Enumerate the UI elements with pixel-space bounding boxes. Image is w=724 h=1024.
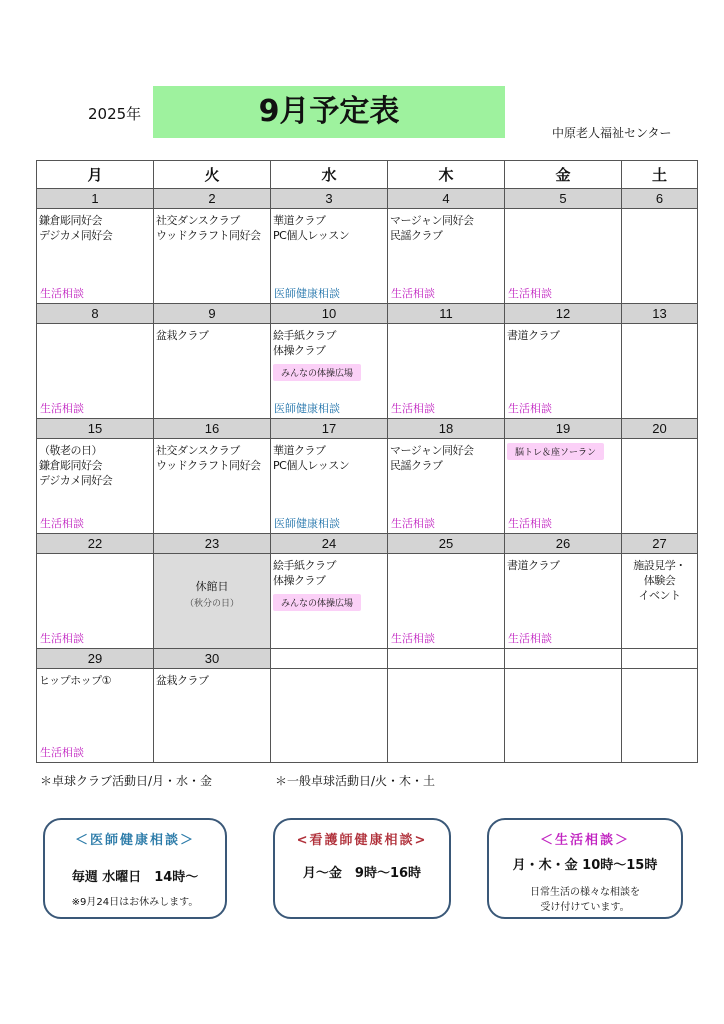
- activity-label: ウッドクラフト同好会: [156, 459, 261, 472]
- activity-label: 絵手紙クラブ: [273, 329, 336, 342]
- day-cell: [622, 669, 698, 763]
- day-content: [154, 209, 270, 303]
- life-consult-label: 生活相談: [40, 632, 84, 645]
- day-cell: [388, 669, 505, 763]
- closed-day: [154, 554, 270, 648]
- activity-label: デジカメ同好会: [39, 474, 113, 487]
- date-cell: 17: [271, 419, 388, 439]
- date-cell: [271, 649, 388, 669]
- activity-label: PC個人レッスン: [273, 459, 350, 472]
- weekday-header: 金: [505, 161, 622, 189]
- event-badge: みんなの体操広場: [273, 594, 361, 611]
- date-cell: 4: [388, 189, 505, 209]
- table-tennis-club-note: ＊卓球クラブ活動日/月・水・金: [40, 774, 213, 788]
- day-cell: [271, 669, 388, 763]
- date-cell: 22: [37, 534, 154, 554]
- day-content: [37, 209, 153, 303]
- date-cell: [505, 649, 622, 669]
- activity-label: 鎌倉彫同好会: [39, 214, 102, 227]
- day-content: [622, 669, 697, 762]
- life-consult-label: 生活相談: [40, 287, 84, 300]
- day-content: [271, 669, 387, 762]
- day-cell: [388, 439, 505, 534]
- event-badge: 脳トレ＆座ソーラン: [507, 443, 604, 460]
- activity-label: マージャン同好会: [390, 214, 474, 227]
- day-cell: [505, 669, 622, 763]
- date-cell: 20: [622, 419, 698, 439]
- date-cell: 6: [622, 189, 698, 209]
- day-content: [154, 669, 270, 762]
- doctor-consult-label: 医師健康相談: [274, 517, 340, 530]
- life-consult-label: 生活相談: [391, 402, 435, 415]
- activity-label: 社交ダンスクラブ: [156, 214, 240, 227]
- activity-label: 絵手紙クラブ: [273, 559, 336, 572]
- day-cell: [622, 439, 698, 534]
- activity-label: ヒップホップ①: [39, 674, 112, 687]
- year-label: 2025年: [88, 105, 142, 123]
- doctor-consult-title: ＜医師健康相談＞: [74, 833, 195, 848]
- date-cell: 27: [622, 534, 698, 554]
- day-content: [271, 324, 387, 418]
- weekday-header: 火: [154, 161, 271, 189]
- day-cell: [271, 209, 388, 304]
- date-cell: 23: [154, 534, 271, 554]
- day-cell: [154, 669, 271, 763]
- day-content: [505, 324, 621, 418]
- day-content: [271, 209, 387, 303]
- closed-label: 休館日: [195, 580, 229, 593]
- day-content: [622, 439, 697, 533]
- date-row: [37, 189, 698, 209]
- life-consult-label: 生活相談: [508, 517, 552, 530]
- life-consult-label: 生活相談: [391, 517, 435, 530]
- date-row: [37, 534, 698, 554]
- weekday-header-row: [37, 161, 698, 189]
- weekday-header: 木: [388, 161, 505, 189]
- date-cell: 2: [154, 189, 271, 209]
- date-cell: 13: [622, 304, 698, 324]
- activity-label: PC個人レッスン: [273, 229, 350, 242]
- day-content: [622, 324, 697, 418]
- day-cell: [622, 554, 698, 649]
- day-cell: [37, 669, 154, 763]
- event-badge: みんなの体操広場: [273, 364, 361, 381]
- date-row: [37, 304, 698, 324]
- day-content: [37, 554, 153, 648]
- day-content: [154, 324, 270, 418]
- activity-row: [37, 439, 698, 534]
- day-content: [622, 554, 697, 648]
- life-consult-label: 生活相談: [40, 746, 84, 759]
- activity-label: 華道クラブ: [273, 214, 326, 227]
- event-label: 施設見学・: [633, 559, 686, 572]
- day-content: [505, 439, 621, 533]
- date-cell: 30: [154, 649, 271, 669]
- event-label: 体験会: [643, 574, 676, 587]
- date-cell: 26: [505, 534, 622, 554]
- day-cell: [388, 324, 505, 419]
- day-content: [388, 554, 504, 648]
- nurse-consult-schedule: 月～金 9時～16時: [302, 866, 422, 881]
- day-cell: [37, 554, 154, 649]
- doctor-consult-box: [43, 818, 227, 919]
- day-cell: [388, 209, 505, 304]
- life-consult-label: 生活相談: [40, 402, 84, 415]
- day-content: [388, 324, 504, 418]
- doctor-consult-note: ※9月24日はお休みします。: [71, 897, 199, 908]
- nurse-consult-box: [273, 818, 451, 919]
- day-cell: [154, 439, 271, 534]
- date-row: [37, 649, 698, 669]
- date-cell: 10: [271, 304, 388, 324]
- date-cell: 24: [271, 534, 388, 554]
- activity-label: 民謡クラブ: [390, 459, 443, 472]
- day-content: [622, 209, 697, 303]
- day-content: [271, 554, 387, 648]
- date-cell: 5: [505, 189, 622, 209]
- activity-row: [37, 669, 698, 763]
- activity-label: ウッドクラフト同好会: [156, 229, 261, 242]
- day-cell: [622, 209, 698, 304]
- activity-row: [37, 209, 698, 304]
- day-content: [37, 669, 153, 762]
- day-cell: [505, 324, 622, 419]
- life-consult-label: 生活相談: [508, 287, 552, 300]
- weekday-header: 水: [271, 161, 388, 189]
- date-cell: 29: [37, 649, 154, 669]
- day-cell: [154, 209, 271, 304]
- day-cell: [37, 439, 154, 534]
- nurse-consult-title: <看護師健康相談>: [296, 833, 428, 848]
- day-content: [388, 669, 504, 762]
- date-cell: 15: [37, 419, 154, 439]
- day-cell: [154, 324, 271, 419]
- day-cell: [622, 324, 698, 419]
- activity-label: 社交ダンスクラブ: [156, 444, 240, 457]
- day-content: [388, 209, 504, 303]
- day-content: [505, 554, 621, 648]
- day-content: [37, 324, 153, 418]
- date-cell: 19: [505, 419, 622, 439]
- center-name: 中原老人福祉センター: [552, 126, 672, 140]
- activity-label: 民謡クラブ: [390, 229, 443, 242]
- day-cell: [505, 209, 622, 304]
- schedule-calendar: [36, 160, 698, 763]
- date-cell: 16: [154, 419, 271, 439]
- day-cell: [271, 554, 388, 649]
- date-cell: 25: [388, 534, 505, 554]
- date-cell: [622, 649, 698, 669]
- activity-label: 書道クラブ: [507, 559, 560, 572]
- activity-label: デジカメ同好会: [39, 229, 113, 242]
- life-consult-label: 生活相談: [40, 517, 84, 530]
- event-label: イベント: [638, 589, 681, 602]
- activity-label: （敬老の日）: [39, 444, 102, 457]
- date-cell: 9: [154, 304, 271, 324]
- activity-label: 体操クラブ: [273, 344, 326, 357]
- life-consult-label: 生活相談: [508, 402, 552, 415]
- activity-label: 体操クラブ: [273, 574, 326, 587]
- doctor-consult-label: 医師健康相談: [274, 402, 340, 415]
- life-consult-note: [489, 885, 681, 915]
- activity-label: 盆栽クラブ: [156, 329, 209, 342]
- day-cell: [271, 324, 388, 419]
- day-content: [154, 439, 270, 533]
- holiday-label: （秋分の日）: [184, 599, 239, 609]
- activity-label: 鎌倉彫同好会: [39, 459, 102, 472]
- date-cell: 1: [37, 189, 154, 209]
- doctor-consult-schedule: 毎週 水曜日 14時～: [71, 870, 199, 885]
- date-cell: [388, 649, 505, 669]
- life-consult-note-line: 受け付けています。: [540, 902, 630, 913]
- weekday-header: 月: [37, 161, 154, 189]
- weekday-header: 土: [622, 161, 698, 189]
- life-consult-note-line: 日常生活の様々な相談を: [530, 887, 640, 898]
- life-consult-label: 生活相談: [391, 632, 435, 645]
- activity-row: [37, 324, 698, 419]
- life-consult-box: [487, 818, 683, 919]
- day-cell: [37, 209, 154, 304]
- date-cell: 12: [505, 304, 622, 324]
- life-consult-title: ＜生活相談＞: [539, 833, 630, 848]
- doctor-consult-label: 医師健康相談: [274, 287, 340, 300]
- day-cell: [37, 324, 154, 419]
- date-cell: 3: [271, 189, 388, 209]
- date-cell: 8: [37, 304, 154, 324]
- activity-label: 書道クラブ: [507, 329, 560, 342]
- day-cell: [271, 439, 388, 534]
- life-consult-label: 生活相談: [508, 632, 552, 645]
- date-cell: 11: [388, 304, 505, 324]
- activity-label: 盆栽クラブ: [156, 674, 209, 687]
- general-table-tennis-note: ＊一般卓球活動日/火・木・土: [275, 774, 436, 788]
- day-cell: [154, 554, 271, 649]
- date-row: [37, 419, 698, 439]
- day-content: [388, 439, 504, 533]
- day-cell: [505, 554, 622, 649]
- activity-row: [37, 554, 698, 649]
- day-content: [505, 209, 621, 303]
- activity-label: マージャン同好会: [390, 444, 474, 457]
- date-cell: 18: [388, 419, 505, 439]
- life-consult-label: 生活相談: [391, 287, 435, 300]
- activity-label: 華道クラブ: [273, 444, 326, 457]
- life-consult-schedule: 月・木・金 10時～15時: [512, 858, 658, 873]
- day-cell: [388, 554, 505, 649]
- page-title: 9月予定表: [153, 86, 505, 138]
- day-content: [505, 669, 621, 762]
- day-content: [271, 439, 387, 533]
- day-cell: [505, 439, 622, 534]
- day-content: [37, 439, 153, 533]
